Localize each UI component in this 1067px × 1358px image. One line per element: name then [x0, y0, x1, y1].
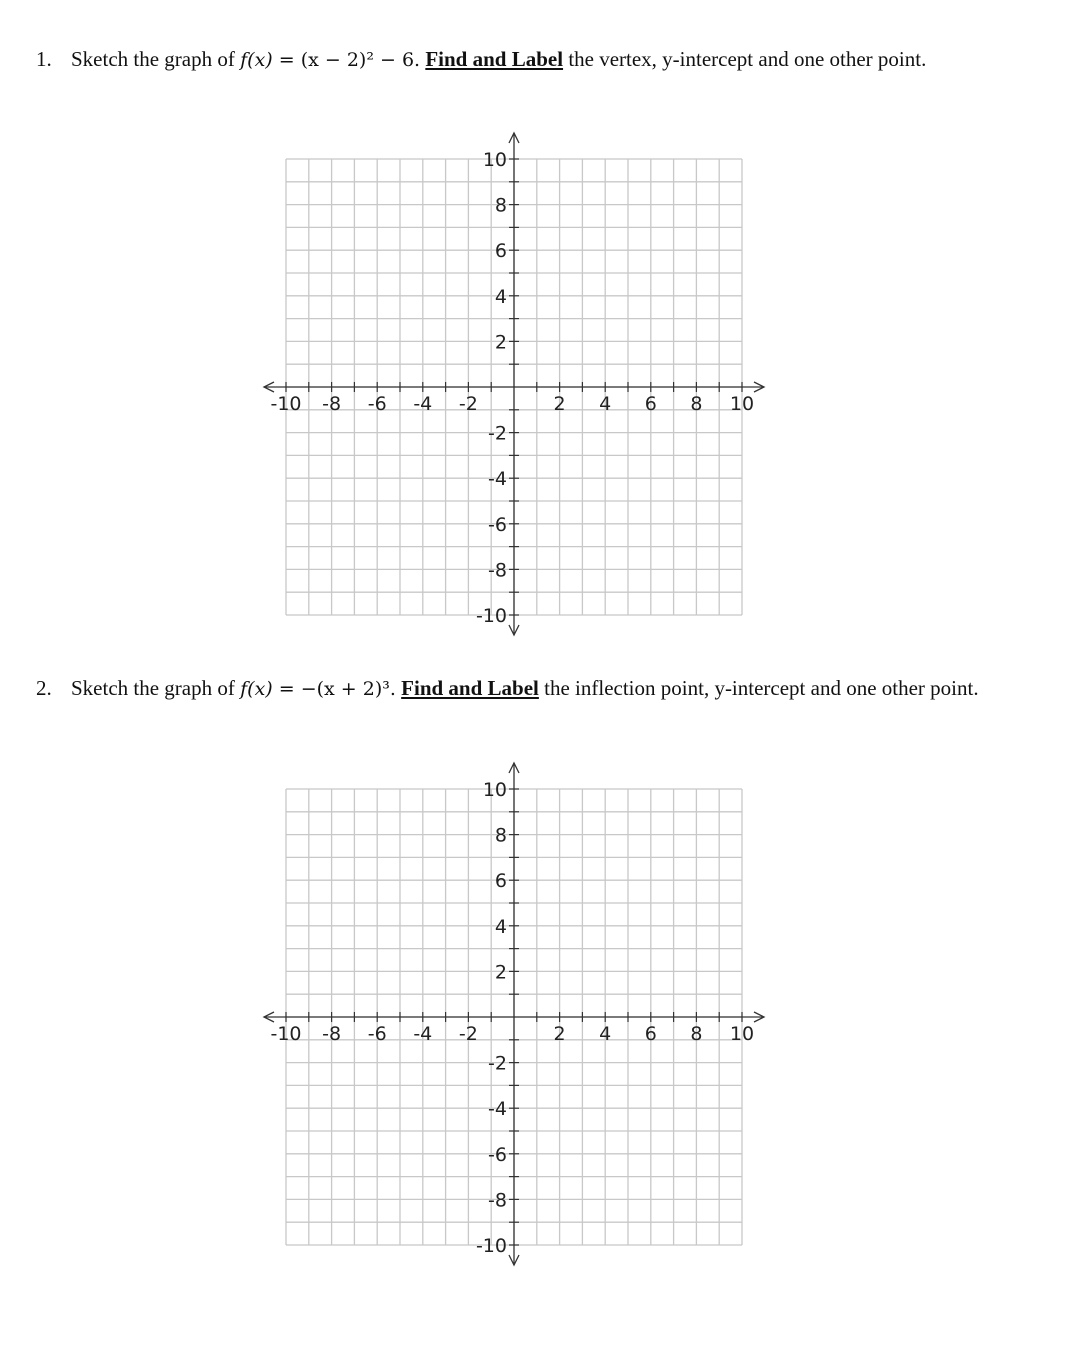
- x-tick-label: 4: [599, 1023, 612, 1045]
- x-tick-label: -6: [367, 393, 387, 415]
- y-tick-label: 2: [494, 961, 507, 984]
- function-definition: = −(x + 2)³.: [272, 678, 396, 700]
- problem-number: 2.: [36, 676, 52, 700]
- prompt-suffix: the inflection point, y-intercept and one other point.: [538, 676, 979, 700]
- x-tick-label: 2: [553, 1023, 566, 1045]
- y-tick-label: 4: [494, 915, 507, 938]
- x-tick-label: -4: [413, 393, 433, 415]
- y-tick-label: 10: [482, 779, 507, 801]
- instruction-emphasis: Find and Label: [401, 676, 539, 700]
- x-tick-label: -8: [322, 1023, 342, 1045]
- x-tick-label: -6: [367, 1023, 387, 1045]
- y-tick-label: -2: [488, 422, 507, 445]
- x-tick-label: -8: [322, 393, 342, 415]
- x-tick-label: -2: [458, 393, 478, 415]
- x-tick-label: 8: [690, 1023, 703, 1045]
- y-tick-label: -2: [488, 1052, 507, 1075]
- y-tick-label: -6: [488, 513, 507, 536]
- grid-svg: [255, 128, 775, 648]
- coordinate-grid-1[interactable]: [255, 128, 775, 648]
- prompt-prefix: Sketch the graph of: [71, 47, 241, 71]
- problem-text: [71, 675, 996, 703]
- prompt-suffix: the vertex, y-intercept and one other point.: [563, 47, 927, 71]
- y-tick-label: 10: [482, 149, 507, 171]
- y-tick-label: -4: [488, 1098, 507, 1121]
- x-tick-label: 10: [729, 393, 755, 415]
- y-tick-label: 8: [494, 194, 507, 217]
- x-tick-label: 6: [644, 1023, 657, 1045]
- function-definition: = (x − 2)² − 6.: [272, 49, 421, 71]
- x-tick-label: -4: [413, 1023, 433, 1045]
- x-tick-label: 10: [729, 1023, 755, 1045]
- y-tick-label: 4: [494, 285, 507, 308]
- y-tick-label: 6: [494, 870, 507, 893]
- x-tick-label: 4: [599, 393, 612, 415]
- function-name: f(x): [240, 49, 273, 71]
- function-name: f(x): [240, 678, 273, 700]
- y-tick-label: 6: [494, 240, 507, 263]
- y-tick-label: -8: [488, 559, 507, 582]
- y-tick-label: -4: [488, 468, 507, 491]
- y-tick-label: -6: [488, 1143, 507, 1166]
- y-tick-label: 2: [494, 331, 507, 354]
- problem-1: [36, 46, 996, 74]
- x-tick-label: 6: [644, 393, 657, 415]
- y-tick-label: -8: [488, 1189, 507, 1212]
- problem-number: 1.: [36, 47, 52, 71]
- function-expression: [240, 678, 396, 700]
- x-tick-label: -10: [270, 1023, 302, 1045]
- x-tick-label: 8: [690, 393, 703, 415]
- problem-text: [71, 46, 996, 74]
- prompt-prefix: Sketch the graph of: [71, 676, 241, 700]
- grid-svg: [255, 758, 775, 1278]
- x-tick-label: 2: [553, 393, 566, 415]
- y-tick-label: -10: [475, 605, 507, 627]
- y-tick-label: 8: [494, 824, 507, 847]
- coordinate-grid-2[interactable]: [255, 758, 775, 1278]
- instruction-emphasis: Find and Label: [425, 47, 564, 71]
- x-tick-label: -2: [458, 1023, 478, 1045]
- problem-2: [36, 675, 996, 703]
- x-tick-label: -10: [270, 393, 302, 415]
- y-tick-label: -10: [475, 1235, 507, 1257]
- function-expression: [240, 49, 420, 71]
